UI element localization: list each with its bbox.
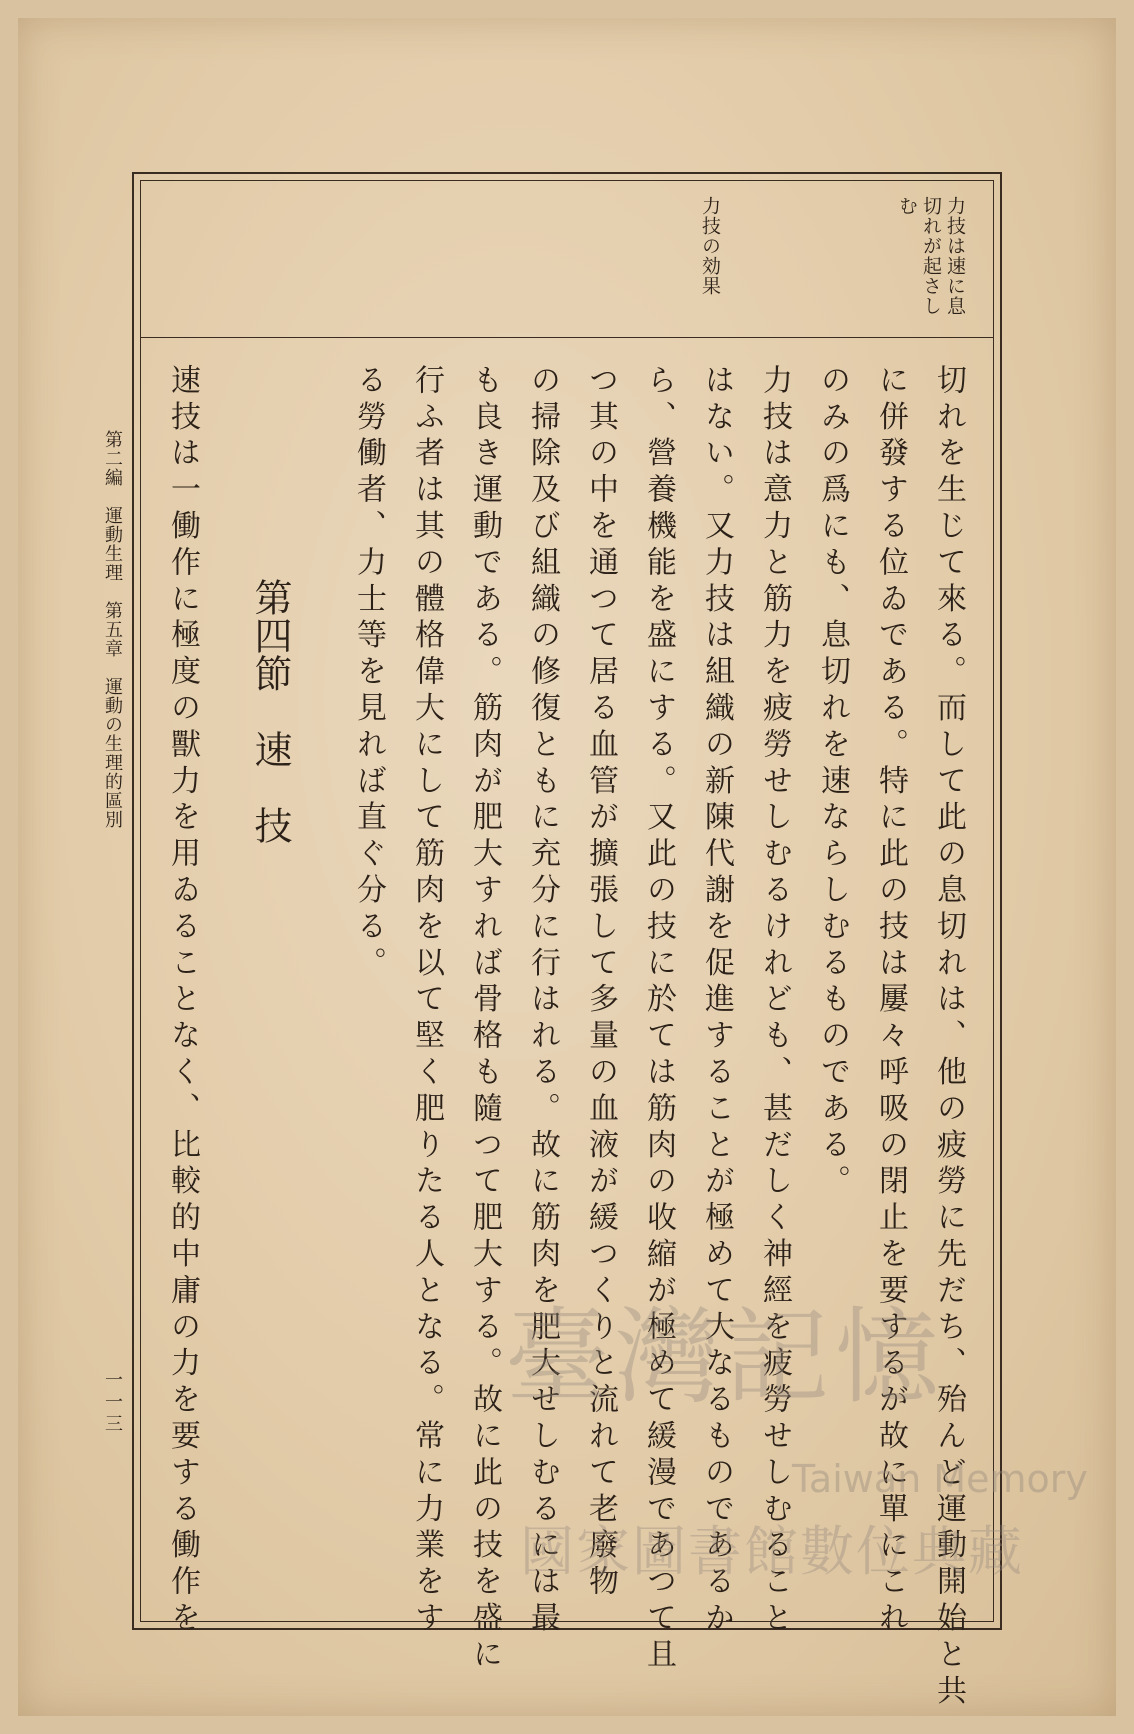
margin-note-line: む [896,196,918,216]
body-text-column: 切れを生じて來る。而して此の息切れは、他の疲勞に先だち、殆んど運動開始と共 [931,364,966,1711]
library-watermark-subtitle: 國家圖書館數位典藏 [520,1520,1024,1583]
margin-note-rule [140,337,994,338]
body-text-column: も良き運動である。筋肉が肥大すれば骨格も隨つて肥大する。故に此の技を盛に [467,364,502,1675]
library-watermark: 臺灣記憶 [505,1296,946,1418]
section-heading: 第四節 速 技 [248,578,292,844]
library-watermark-english: Taiwan Memory [792,1457,1088,1501]
running-head: 第二編 運動生理 第五章 運動の生理的區別 [102,430,123,829]
body-text-column: 力技は意力と筋力を疲勞せしむるけれども、甚だしく神經を疲勞せしむること [757,364,792,1638]
body-text-column: のみの爲にも、息切れを速ならしむるものである。 [815,364,850,1202]
page-number: 一一三 [102,1370,123,1436]
body-text-column: ら、營養機能を盛にする。又此の技に於ては筋肉の收縮が極めて緩漫であつて且 [641,364,676,1675]
section-body-column: 速技は一働作に極度の獸力を用ゐることなく、比較的中庸の力を要する働作を [165,364,200,1639]
margin-note-line: 力技は速に息 [944,196,966,316]
body-text-column: 行ふ者は其の體格偉大にして筋肉を以て堅く肥りたる人となる。常に力業をす [409,364,444,1638]
margin-note-line: 切れが起さし [920,196,942,316]
body-text-column: の掃除及び組織の修復ともに充分に行はれる。故に筋肉を肥大せしむるには最 [525,364,560,1638]
body-text-column: はない。又力技は組織の新陳代謝を促進することが極めて大なるものであるか [699,364,734,1638]
margin-note-heading: 力技の効果 [699,196,721,296]
body-text-column: つ其の中を通つて居る血管が擴張して多量の血液が緩つくりと流れて老廢物 [583,364,618,1602]
body-text-column: に併發する位ゐである。特に此の技は屢々呼吸の閉止を要するが故に單にこれ [873,364,908,1638]
body-text-column: る勞働者、力士等を見れば直ぐ分る。 [351,364,386,983]
